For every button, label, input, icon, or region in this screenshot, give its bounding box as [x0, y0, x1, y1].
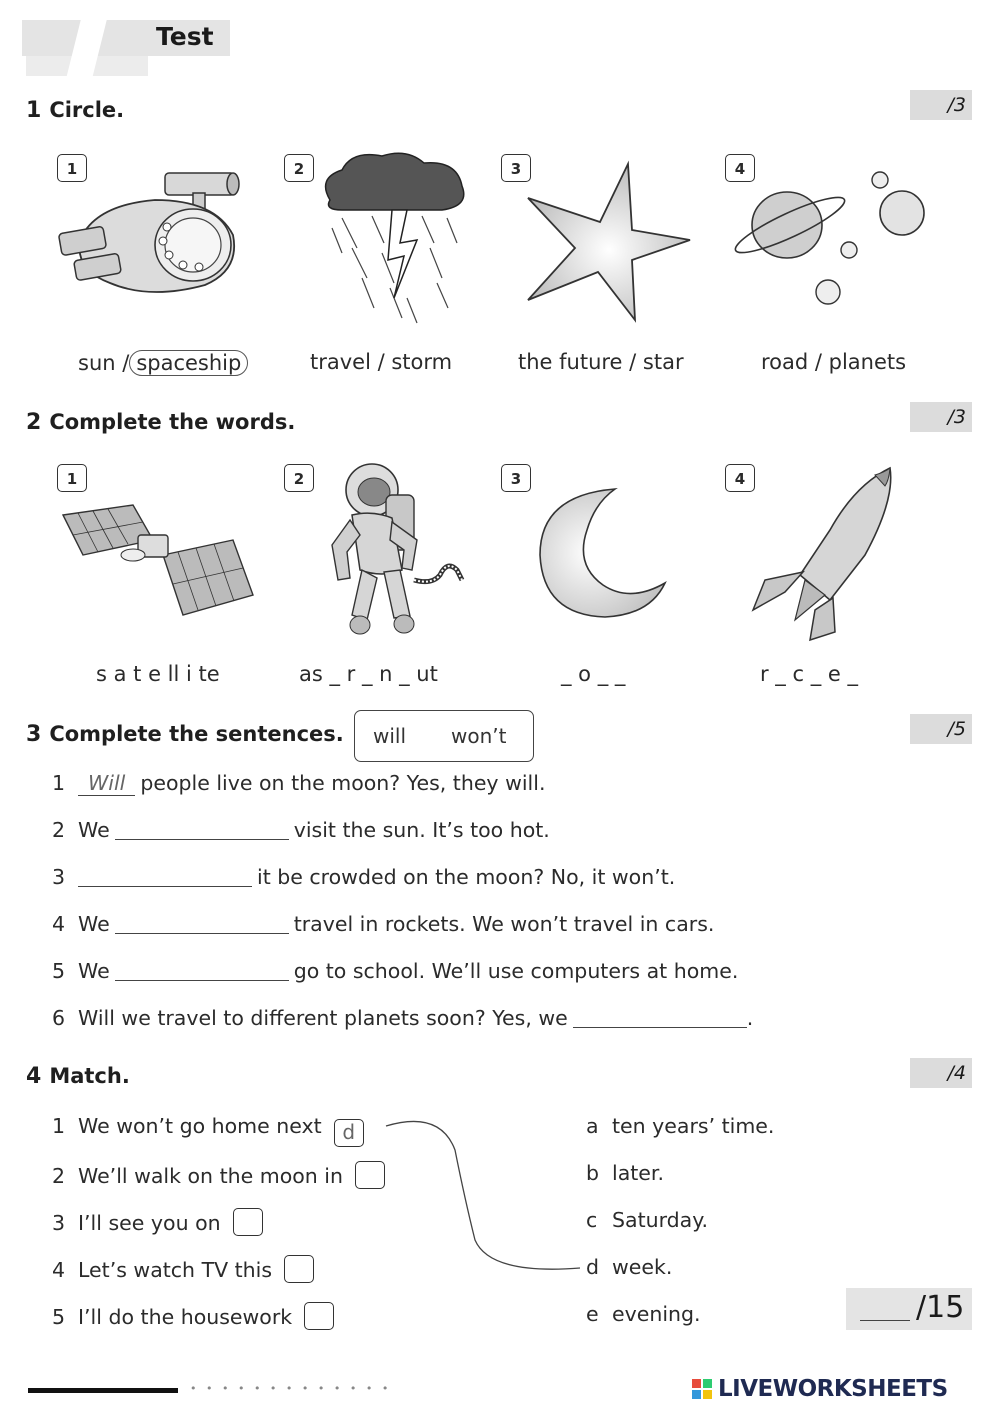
- match-right-d-letter: d: [586, 1255, 600, 1279]
- circle-item-3-number: 3: [501, 154, 531, 182]
- sentence-5-number: 5: [52, 959, 66, 983]
- match-left-4: [52, 1255, 314, 1283]
- match-right-d-text[interactable]: week.: [612, 1255, 673, 1279]
- footer-faded-text: • • • • • • • • • • • • •: [190, 1382, 392, 1395]
- sentence-1-number: 1: [52, 771, 66, 795]
- astronaut-icon: [322, 460, 487, 645]
- match-right-b-text[interactable]: later.: [612, 1161, 664, 1185]
- match-left-2-text: We’ll walk on the moon in: [78, 1164, 343, 1188]
- section-2-number: 2: [26, 410, 42, 435]
- match-right-d: [586, 1255, 672, 1279]
- sentence-2-text: visit the sun. It’s too hot.: [293, 818, 550, 842]
- match-right-a-letter: a: [586, 1114, 599, 1138]
- sentence-6-blank[interactable]: [573, 1007, 747, 1028]
- match-right-a-text[interactable]: ten years’ time.: [612, 1114, 775, 1138]
- sentence-5-blank[interactable]: [115, 960, 289, 981]
- section-2-title: [26, 410, 295, 435]
- section-2-score: /3: [910, 402, 972, 432]
- section-3-score: /5: [910, 714, 972, 744]
- match-left-2: [52, 1161, 385, 1189]
- match-left-3-text: I’ll see you on: [78, 1211, 221, 1235]
- word-item-3-text[interactable]: _ o _ _: [561, 662, 626, 686]
- match-connector-line: [380, 1110, 590, 1280]
- sentence-6: [52, 1006, 753, 1030]
- section-2-label: Complete the words.: [49, 410, 296, 434]
- word-item-3-number: 3: [501, 464, 531, 492]
- word-bank: [354, 710, 534, 762]
- word-item-1-text[interactable]: s a t e ll i te: [96, 662, 220, 686]
- match-left-5-text: I’ll do the housework: [78, 1305, 293, 1329]
- spaceship-icon: [55, 165, 250, 300]
- sentence-2-number: 2: [52, 818, 66, 842]
- match-right-b: [586, 1161, 664, 1185]
- match-left-2-number: 2: [52, 1164, 66, 1188]
- match-left-4-number: 4: [52, 1258, 66, 1282]
- sentence-3-text: it be crowded on the moon? No, it won’t.: [257, 865, 676, 889]
- circle-item-4-number: 4: [725, 154, 755, 182]
- match-left-1-text: We won’t go home next: [78, 1114, 322, 1138]
- match-right-c-letter: c: [586, 1208, 598, 1232]
- match-left-3: [52, 1208, 263, 1236]
- match-right-c: [586, 1208, 708, 1232]
- sentence-1-text: people live on the moon? Yes, they will.: [140, 771, 546, 795]
- word-item-2-number: 2: [284, 464, 314, 492]
- page-title: Test: [156, 22, 214, 51]
- match-left-3-box[interactable]: [233, 1208, 263, 1236]
- section-1-title: [26, 98, 124, 123]
- section-3-label: Complete the sentences.: [49, 722, 344, 746]
- moon-icon: [535, 485, 670, 620]
- match-right-c-text[interactable]: Saturday.: [612, 1208, 708, 1232]
- word-item-4-number: 4: [725, 464, 755, 492]
- sentence-2-blank[interactable]: [115, 819, 289, 840]
- word-bank-will: will: [373, 724, 407, 748]
- match-right-e-letter: e: [586, 1302, 599, 1326]
- circle-item-1-caption: [78, 350, 248, 376]
- section-1-number: 1: [26, 98, 42, 123]
- section-4-score: /4: [910, 1058, 972, 1088]
- match-left-3-number: 3: [52, 1211, 66, 1235]
- section-3-title: [26, 722, 344, 747]
- circle-item-3-caption[interactable]: the future / star: [518, 350, 684, 374]
- match-right-b-letter: b: [586, 1161, 600, 1185]
- total-score-blank[interactable]: [860, 1320, 910, 1321]
- section-4-label: Match.: [49, 1064, 130, 1088]
- section-3-number: 3: [26, 722, 42, 747]
- match-right-e: [586, 1302, 701, 1326]
- match-right-a: [586, 1114, 774, 1138]
- star-icon: [520, 160, 695, 325]
- sentence-2: [52, 818, 550, 842]
- word-item-2-text[interactable]: as _ r _ n _ ut: [299, 662, 438, 686]
- sentence-4-text: travel in rockets. We won’t travel in cars.: [293, 912, 715, 936]
- circle-item-2-number: 2: [284, 154, 314, 182]
- liveworksheets-logo-icon: [692, 1379, 712, 1399]
- sentence-1: [52, 771, 545, 796]
- circle-option-spaceship[interactable]: spaceship: [129, 350, 248, 376]
- word-item-1-number: 1: [57, 464, 87, 492]
- sentence-1-answer[interactable]: Will: [78, 771, 135, 796]
- word-bank-wont: won’t: [451, 724, 507, 748]
- section-4-title: [26, 1064, 130, 1089]
- sentence-4-number: 4: [52, 912, 66, 936]
- footer-bar: [28, 1388, 178, 1393]
- satellite-icon: [58, 500, 258, 625]
- sentence-2-pre: We: [78, 818, 110, 842]
- rocket-icon: [745, 460, 905, 645]
- sentence-3: [52, 865, 675, 889]
- section-1-score: /3: [910, 90, 972, 120]
- planets-icon: [732, 170, 932, 310]
- liveworksheets-brand[interactable]: LIVEWORKSHEETS: [718, 1376, 948, 1402]
- circle-option-sun[interactable]: sun /: [78, 351, 130, 375]
- sentence-5-pre: We: [78, 959, 110, 983]
- sentence-5-text: go to school. We’ll use computers at home.: [293, 959, 739, 983]
- word-item-4-text[interactable]: r _ c _ e _: [760, 662, 858, 686]
- sentence-4-pre: We: [78, 912, 110, 936]
- match-left-1: [52, 1114, 364, 1147]
- circle-item-1-number: 1: [57, 154, 87, 182]
- match-left-5-number: 5: [52, 1305, 66, 1329]
- circle-item-2-caption[interactable]: travel / storm: [310, 350, 453, 374]
- sentence-6-number: 6: [52, 1006, 66, 1030]
- sentence-3-blank[interactable]: [78, 866, 252, 887]
- total-score: /15: [916, 1290, 965, 1325]
- match-left-4-box[interactable]: [284, 1255, 314, 1283]
- sentence-4-blank[interactable]: [115, 913, 289, 934]
- section-4-number: 4: [26, 1064, 42, 1089]
- sentence-5: [52, 959, 738, 983]
- section-1-label: Circle.: [49, 98, 125, 122]
- match-right-e-text[interactable]: evening.: [612, 1302, 701, 1326]
- match-left-4-text: Let’s watch TV this: [78, 1258, 273, 1282]
- match-left-1-number: 1: [52, 1114, 66, 1138]
- sentence-3-number: 3: [52, 865, 66, 889]
- match-left-5: [52, 1302, 334, 1330]
- storm-cloud-icon: [312, 148, 470, 326]
- circle-item-4-caption[interactable]: road / planets: [761, 350, 907, 374]
- sentence-6-post: .: [746, 1006, 754, 1030]
- sentence-6-pre: Will we travel to different planets soon? Yes, we: [78, 1006, 568, 1030]
- match-left-1-box[interactable]: d: [334, 1119, 364, 1147]
- match-left-5-box[interactable]: [304, 1302, 334, 1330]
- sentence-4: [52, 912, 714, 936]
